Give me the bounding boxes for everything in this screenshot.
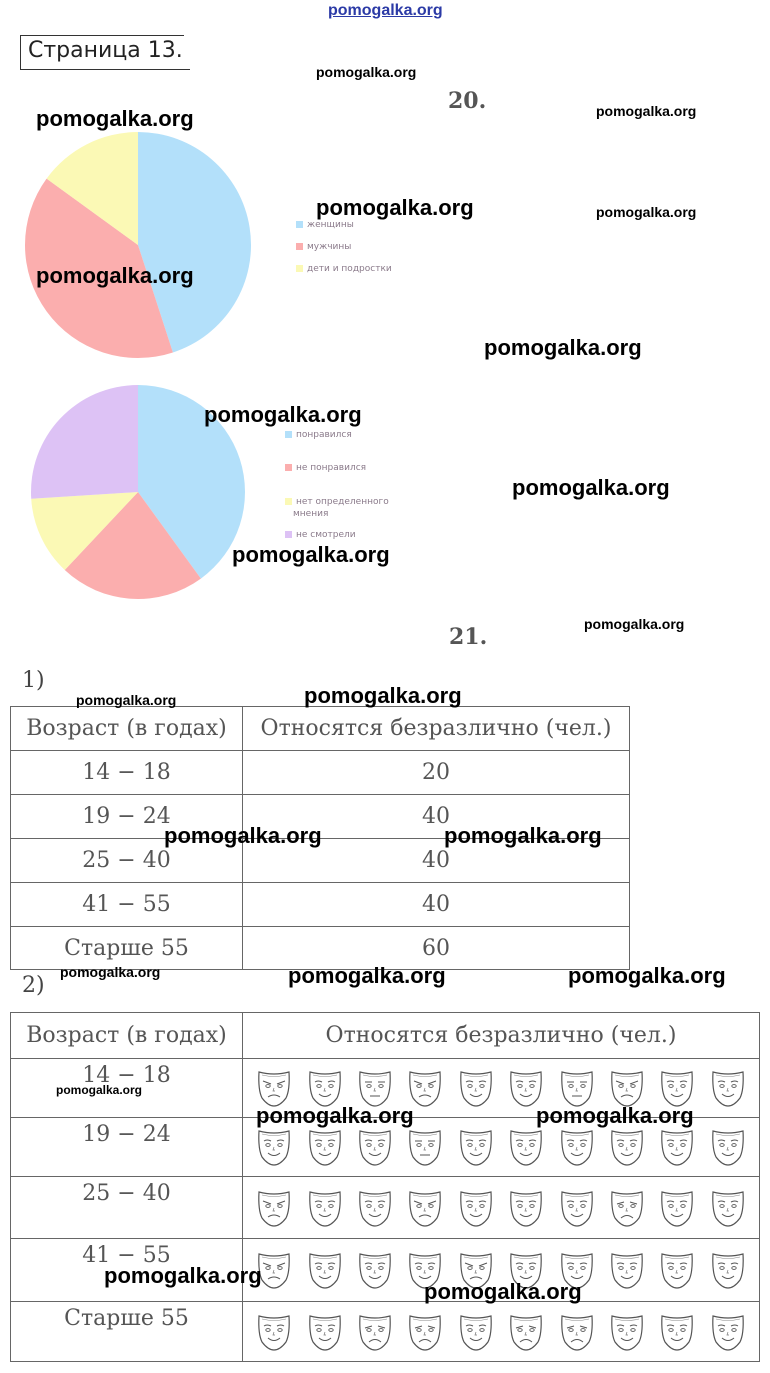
top-watermark[interactable]: pomogalka.org — [328, 2, 443, 19]
theater-mask-icon — [559, 1312, 595, 1352]
mask-row — [243, 1188, 759, 1228]
theater-mask-icon — [508, 1188, 544, 1228]
theater-mask-icon — [659, 1068, 695, 1108]
pie2-legend-item: не смотрели — [285, 530, 356, 541]
mask-row — [243, 1312, 759, 1352]
table2-cell-age: 19 − 24 — [11, 1118, 243, 1177]
watermark: pomogalka.org — [56, 1083, 143, 1097]
page-label: Страница 13. — [20, 35, 190, 70]
theater-mask-icon — [357, 1312, 393, 1352]
theater-mask-icon — [710, 1127, 746, 1167]
theater-mask-icon — [407, 1068, 443, 1108]
watermark: pomogalka.org — [424, 1279, 582, 1304]
pie2-legend-item: понравился — [285, 430, 352, 441]
theater-mask-icon — [508, 1068, 544, 1108]
watermark: pomogalka.org — [204, 402, 362, 427]
theater-mask-icon — [458, 1312, 494, 1352]
pie2-legend-item: не понравился — [285, 463, 366, 474]
theater-mask-icon — [307, 1068, 343, 1108]
theater-mask-icon — [256, 1068, 292, 1108]
watermark: pomogalka.org — [104, 1263, 262, 1288]
table2-cell-age: Старше 55 — [11, 1302, 243, 1362]
table-2 — [10, 1012, 760, 1362]
theater-mask-icon — [559, 1068, 595, 1108]
theater-mask-icon — [307, 1188, 343, 1228]
watermark: pomogalka.org — [536, 1103, 694, 1128]
table1-cell-count: 40 — [243, 839, 630, 883]
theater-mask-icon — [659, 1127, 695, 1167]
theater-mask-icon — [407, 1127, 443, 1167]
theater-mask-icon — [609, 1250, 645, 1290]
watermark: pomogalka.org — [76, 692, 177, 708]
theater-mask-icon — [307, 1312, 343, 1352]
theater-mask-icon — [357, 1250, 393, 1290]
theater-mask-icon — [659, 1250, 695, 1290]
table1-cell-age: 41 − 55 — [11, 883, 243, 927]
mask-row — [243, 1127, 759, 1167]
theater-mask-icon — [710, 1250, 746, 1290]
theater-mask-icon — [508, 1127, 544, 1167]
theater-mask-icon — [458, 1068, 494, 1108]
table1-cell-age: 14 − 18 — [11, 751, 243, 795]
theater-mask-icon — [357, 1068, 393, 1108]
theater-mask-icon — [458, 1188, 494, 1228]
table1-cell-count: 60 — [243, 927, 630, 970]
theater-mask-icon — [559, 1127, 595, 1167]
pie1-legend-item: дети и подростки — [296, 264, 392, 275]
theater-mask-icon — [307, 1250, 343, 1290]
theater-mask-icon — [458, 1127, 494, 1167]
theater-mask-icon — [508, 1312, 544, 1352]
watermark: pomogalka.org — [316, 195, 474, 220]
watermark: pomogalka.org — [568, 963, 726, 988]
table2-header-age: Возраст (в годах) — [11, 1013, 243, 1059]
watermark: pomogalka.org — [256, 1103, 414, 1128]
watermark: pomogalka.org — [484, 335, 642, 360]
theater-mask-icon — [609, 1127, 645, 1167]
table2-cell-age: 14 − 18 — [11, 1059, 243, 1118]
table-row — [11, 1177, 760, 1239]
pie-chart-1 — [0, 120, 300, 370]
theater-mask-icon — [559, 1188, 595, 1228]
watermark: pomogalka.org — [316, 64, 417, 80]
theater-mask-icon — [659, 1312, 695, 1352]
theater-mask-icon — [407, 1188, 443, 1228]
watermark: pomogalka.org — [60, 964, 161, 980]
pie1-legend-item: мужчины — [296, 242, 351, 253]
pie1-legend-item: женщины — [296, 220, 354, 231]
pie2-legend-item: нет определенного — [285, 497, 389, 508]
watermark: pomogalka.org — [584, 616, 685, 632]
theater-mask-icon — [307, 1127, 343, 1167]
theater-mask-icon — [256, 1188, 292, 1228]
theater-mask-icon — [710, 1188, 746, 1228]
mask-row — [243, 1068, 759, 1108]
watermark: pomogalka.org — [444, 823, 602, 848]
theater-mask-icon — [407, 1312, 443, 1352]
watermark: pomogalka.org — [596, 103, 697, 119]
pie2-legend-item-cont: мнения — [293, 509, 329, 519]
theater-mask-icon — [357, 1188, 393, 1228]
task21-number: 21. — [449, 624, 488, 650]
watermark: pomogalka.org — [288, 963, 446, 988]
table-row — [11, 751, 630, 795]
watermark: pomogalka.org — [232, 542, 390, 567]
table-row — [11, 1302, 760, 1362]
table1-cell-age: 19 − 24 — [11, 795, 243, 839]
table2-header-count: Относятся безразлично (чел.) — [243, 1013, 760, 1059]
table1-header-age: Возраст (в годах) — [11, 707, 243, 751]
table1-cell-age: 25 − 40 — [11, 839, 243, 883]
watermark: pomogalka.org — [36, 263, 194, 288]
table1-cell-age: Старше 55 — [11, 927, 243, 970]
pie-slice — [31, 385, 138, 499]
theater-mask-icon — [357, 1127, 393, 1167]
table-row — [11, 883, 630, 927]
theater-mask-icon — [256, 1127, 292, 1167]
watermark: pomogalka.org — [164, 823, 322, 848]
table2-cell-age: 41 − 55 — [11, 1239, 243, 1302]
watermark: pomogalka.org — [596, 204, 697, 220]
watermark: pomogalka.org — [36, 106, 194, 131]
watermark: pomogalka.org — [512, 475, 670, 500]
table1-header-count: Относятся безразлично (чел.) — [243, 707, 630, 751]
theater-mask-icon — [710, 1312, 746, 1352]
theater-mask-icon — [710, 1068, 746, 1108]
table2-label: 2) — [22, 973, 45, 998]
table1-cell-count: 40 — [243, 795, 630, 839]
theater-mask-icon — [609, 1068, 645, 1108]
theater-mask-icon — [256, 1312, 292, 1352]
theater-mask-icon — [609, 1312, 645, 1352]
table1-label: 1) — [22, 668, 45, 693]
table1-cell-count: 20 — [243, 751, 630, 795]
table2-cell-age: 25 − 40 — [11, 1177, 243, 1239]
theater-mask-icon — [659, 1188, 695, 1228]
watermark: pomogalka.org — [304, 683, 462, 708]
theater-mask-icon — [609, 1188, 645, 1228]
table1-cell-count: 40 — [243, 883, 630, 927]
task20-number: 20. — [448, 88, 487, 114]
